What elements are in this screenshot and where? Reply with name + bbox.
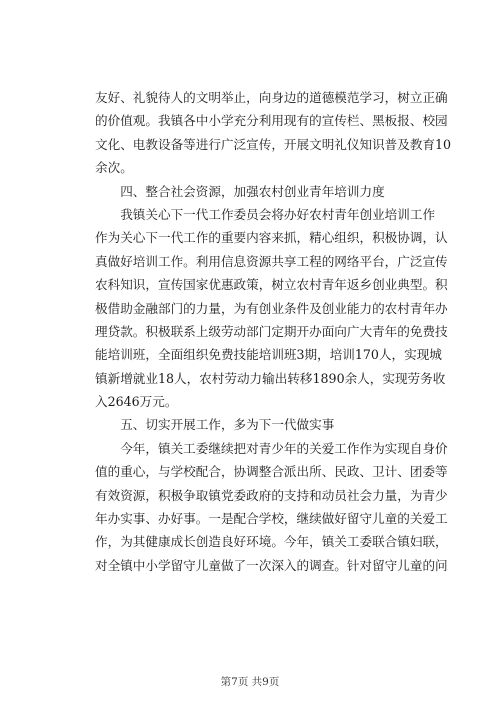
text-line: 文化、电教设备等进行广泛宣传，开展文明礼仪知识普及教育10 — [95, 136, 452, 152]
text-line: 余次。 — [95, 160, 133, 176]
text-line: 对全镇中小学留守儿童做了一次深入的调查。针对留守儿童的问 — [95, 557, 448, 573]
section-heading: 五、切实开展工作，多为下一代做实事 — [95, 417, 335, 433]
text-line: 友好、礼貌待人的文明举止，向身边的道德模范学习，树立正确 — [95, 90, 448, 105]
text-line: 我镇关心下一代工作委员会将办好农村青年创业培训工作 — [95, 206, 436, 222]
text-line: 作为关心下一代工作的重要内容来抓，精心组织，积极协调，认 — [95, 230, 448, 246]
text-line: 极借助金融部门的力量，为有创业条件及创业能力的农村青年办 — [95, 300, 448, 316]
text-line: 真做好培训工作。利用信息资源共享工程的网络平台，广泛宣传 — [95, 253, 448, 269]
section-heading: 四、整合社会资源，加强农村创业青年培训力度 — [95, 183, 385, 199]
document-body — [95, 86, 452, 577]
text-line: 有效资源，积极争取镇党委政府的支持和动员社会力量，为青少 — [95, 487, 448, 503]
text-line: 能培训班，全面组织免费技能培训班3期，培训170人，实现城 — [95, 347, 442, 363]
text-line: 今年，镇关工委继续把对青少年的关爱工作作为实现自身价 — [95, 440, 448, 456]
text-line: 值的重心，与学校配合，协调整合派出所、民政、卫计、团委等 — [95, 464, 448, 480]
page-number-footer: 第7页 共9页 — [220, 676, 280, 688]
text-line: 入2646万元。 — [95, 394, 178, 410]
text-line: 年办实事、办好事。一是配合学校，继续做好留守儿童的关爱工 — [95, 511, 448, 527]
text-line: 农科知识，宣传国家优惠政策，树立农村青年返乡创业典型。积 — [95, 277, 448, 293]
text-line: 理贷款。积极联系上级劳动部门定期开办面向广大青年的免费技 — [95, 323, 448, 339]
text-line: 的价值观。我镇各中小学充分利用现有的宣传栏、黑板报、校园 — [95, 113, 448, 129]
text-line: 作，为其健康成长创造良好环境。今年，镇关工委联合镇妇联， — [95, 534, 448, 550]
text-line: 镇新增就业18人，农村劳动力输出转移1890余人，实现劳务收 — [95, 370, 446, 386]
